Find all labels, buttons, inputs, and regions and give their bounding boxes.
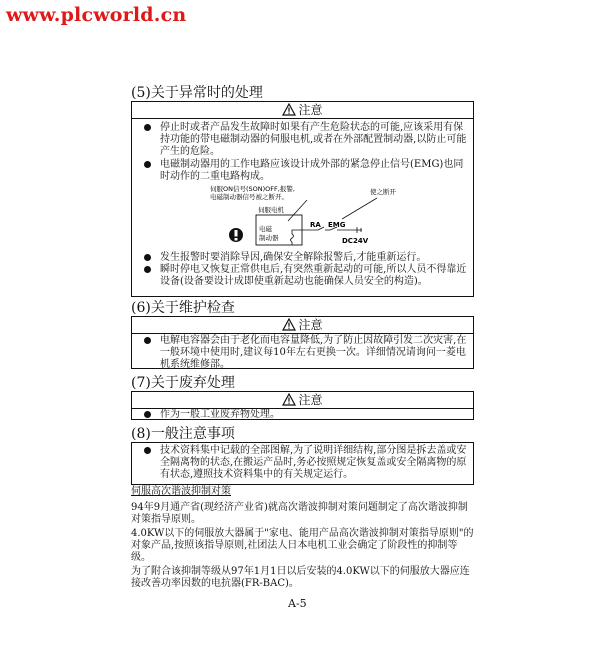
notice-label: 注意	[298, 393, 323, 407]
notice-header	[132, 317, 473, 334]
section-7-title: (7)关于废弃处理	[131, 375, 235, 391]
motor-label: 伺服电机	[258, 206, 284, 214]
bullet-icon	[144, 447, 151, 454]
section-6-title: (6)关于维护检查	[131, 300, 235, 316]
harmonics-paragraph-3: 为了附合该抑制等级从97年1月1日以后安装的4.0KW以下的伺服放大器应连接改善功率因数的电抗器(FR-BAC)。	[131, 566, 470, 589]
bullet-text: 发生报警时要消除导因,确保安全解除报警后,才能重新运行。	[160, 252, 427, 263]
bullet-text: 电解电容器会由于老化而电容量降低,为了防止因故障引发二次灾害,在一般环境中使用时,建议每10年左右更换一次。详细情况请询问一菱电机系统维修部。	[160, 335, 467, 370]
list-item	[132, 122, 473, 158]
harmonics-paragraph-1: 94年9月通产省(现经济产业省)就高次谐波抑制对策问题制定了高次谐波抑制对策指导原则。	[131, 502, 468, 525]
harmonics-paragraph-2: 4.0KW以下的伺服放大器属于"家电、能用产品高次谐波抑制对策指导原则"的对象产品,按照该指导原则,社团法人日本电机工业会确定了阶段性的抑制等级。	[131, 528, 474, 563]
bullet-icon	[144, 124, 151, 131]
section-5-title: (5)关于异常时的处理	[131, 85, 263, 101]
bullet-text: 电磁制动器用的工作电路应该设计成外部的紧急停止信号(EMG)也同时动作的二重电路构成。	[160, 159, 464, 182]
list-item	[132, 445, 473, 481]
notice-header	[132, 392, 473, 409]
bullet-text: 技术资料集中记载的全部图解,为了说明详细结构,部分图是拆去盖或安全隔离物的状态,在搬运产品时,务必按照规定恢复盖或安全隔离物的原有状态,遵照技术资料集中的有关规定运行。	[160, 445, 467, 480]
notice-header	[132, 102, 473, 119]
section-8-title: (8)一般注意事项	[131, 426, 235, 442]
diagram-note-3: 使之断开	[370, 188, 396, 196]
emg-label: EMG	[328, 221, 346, 229]
diagram-note-1: 伺服ON信号(SON)OFF,报警,	[210, 185, 295, 193]
brake-circuit-diagram	[132, 182, 473, 252]
list-item	[132, 159, 473, 183]
section-6-notice-box	[131, 316, 474, 369]
page-number: A-5	[288, 597, 307, 610]
section-8-box	[131, 442, 474, 485]
warning-icon	[282, 103, 296, 116]
brake-label-1: 电磁	[259, 225, 272, 233]
bullet-text: 停止时或者产品发生故障时如果有产生危险状态的可能,应该采用有保持功能的带电磁制动器的伺服电机,或者在外部配置制动器,以防止可能产生的危险。	[160, 122, 467, 157]
brake-label-2: 制动器	[259, 234, 279, 242]
notice-label: 注意	[298, 318, 323, 332]
diagram-note-2: 电磁制动器信号被之断开。	[210, 193, 288, 201]
harmonics-heading: 伺服高次谐波抑制对策	[131, 486, 231, 497]
list-item	[132, 252, 473, 264]
bullet-icon	[144, 337, 151, 344]
list-item	[132, 409, 473, 421]
warning-icon	[282, 393, 296, 406]
watermark: www.plcworld.cn	[6, 4, 187, 26]
bullet-icon	[144, 411, 151, 418]
list-item	[132, 335, 473, 371]
bullet-icon	[144, 254, 151, 261]
warning-icon	[282, 318, 296, 331]
ra-label: RA	[310, 221, 321, 229]
voltage-label: DC24V	[342, 237, 369, 245]
bullet-icon	[144, 266, 151, 273]
bullet-text: 作为一般工业废弃物处理。	[160, 409, 280, 420]
bullet-text: 瞬时停电又恢复正常供电后,有突然重新起动的可能,所以人员不得靠近设备(设备要设计成即使重新起动也能确保人员安全的构造)。	[160, 264, 467, 287]
section-5-notice-box	[131, 101, 474, 297]
list-item	[132, 264, 473, 288]
notice-label: 注意	[298, 103, 323, 117]
bullet-icon	[144, 161, 151, 168]
section-7-notice-box	[131, 391, 474, 420]
